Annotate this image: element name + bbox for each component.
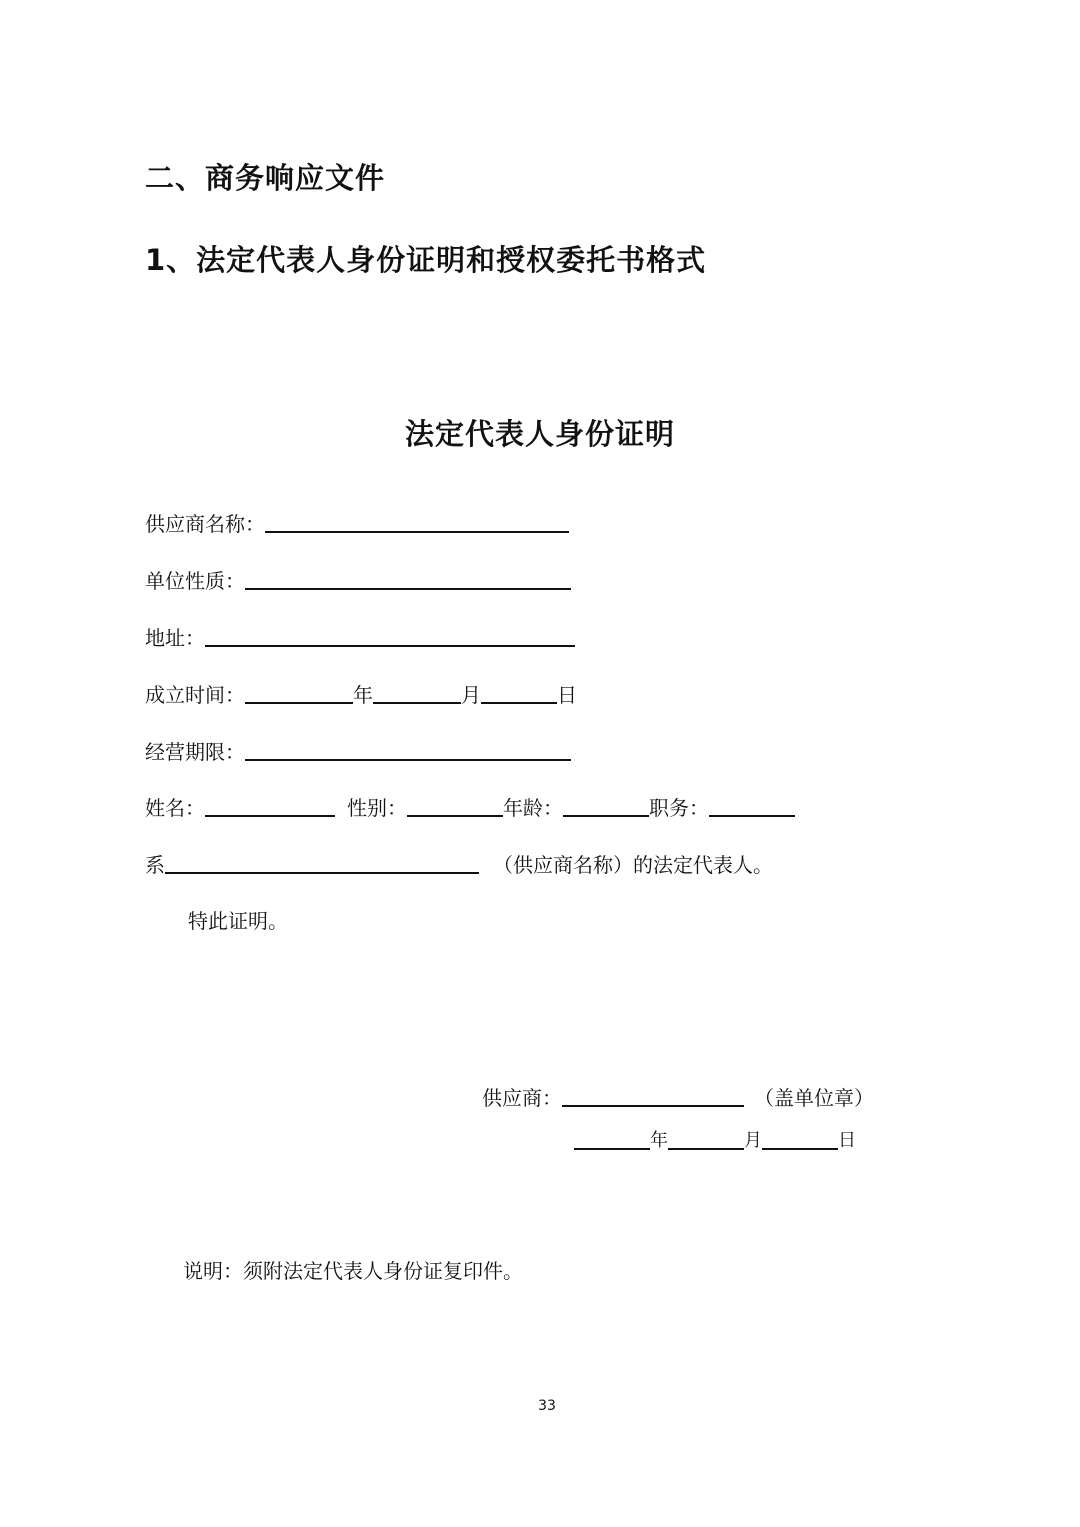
certify-text: 特此证明。 [188, 909, 288, 933]
signature-month-label: 月 [744, 1130, 762, 1151]
established-date-row [145, 677, 577, 707]
name-blank[interactable] [205, 795, 335, 817]
established-month-blank[interactable] [373, 682, 461, 704]
signature-day-blank[interactable] [762, 1128, 838, 1150]
unit-nature-blank[interactable] [245, 568, 571, 590]
business-term-label: 经营期限： [145, 740, 245, 764]
is-suffix: （供应商名称）的法定代表人。 [493, 853, 773, 877]
seal-note: （盖单位章） [754, 1086, 874, 1110]
established-label: 成立时间： [145, 683, 245, 707]
signature-supplier-blank[interactable] [562, 1085, 744, 1107]
address-label: 地址： [145, 626, 205, 650]
page-number: 33 [538, 1398, 556, 1414]
established-year-blank[interactable] [245, 682, 353, 704]
position-label: 职务： [649, 796, 709, 820]
is-prefix: 系 [145, 853, 165, 877]
document-title: 法定代表人身份证明 [404, 417, 675, 451]
name-label: 姓名： [145, 796, 205, 820]
unit-nature-row [145, 563, 571, 593]
supplier-name-label: 供应商名称： [145, 512, 265, 536]
age-label: 年龄： [503, 796, 563, 820]
signature-supplier-row [482, 1080, 874, 1110]
signature-day-label: 日 [838, 1130, 856, 1151]
unit-nature-label: 单位性质： [145, 569, 245, 593]
age-blank[interactable] [563, 795, 649, 817]
business-term-blank[interactable] [245, 739, 571, 761]
established-day-label: 日 [557, 683, 577, 707]
note-text: 说明：须附法定代表人身份证复印件。 [183, 1259, 523, 1283]
established-day-blank[interactable] [481, 682, 557, 704]
signature-date-row [574, 1123, 856, 1153]
signature-supplier-label: 供应商： [482, 1086, 562, 1110]
personal-info-row [145, 790, 795, 820]
legal-rep-statement-row [145, 847, 773, 877]
subsection-heading: 1、法定代表人身份证明和授权委托书格式 [145, 243, 707, 277]
legal-rep-supplier-blank[interactable] [165, 852, 479, 874]
address-row [145, 620, 575, 650]
signature-year-label: 年 [650, 1130, 668, 1151]
note-row [183, 1253, 523, 1283]
signature-month-blank[interactable] [668, 1128, 744, 1150]
established-year-label: 年 [353, 683, 373, 707]
position-blank[interactable] [709, 795, 795, 817]
supplier-name-row [145, 506, 569, 536]
supplier-name-blank[interactable] [265, 511, 569, 533]
established-month-label: 月 [461, 683, 481, 707]
certify-row [188, 903, 288, 933]
gender-blank[interactable] [407, 795, 503, 817]
section-heading: 二、商务响应文件 [145, 161, 386, 195]
gender-label: 性别： [347, 796, 407, 820]
address-blank[interactable] [205, 625, 575, 647]
business-term-row [145, 734, 571, 764]
signature-year-blank[interactable] [574, 1128, 650, 1150]
